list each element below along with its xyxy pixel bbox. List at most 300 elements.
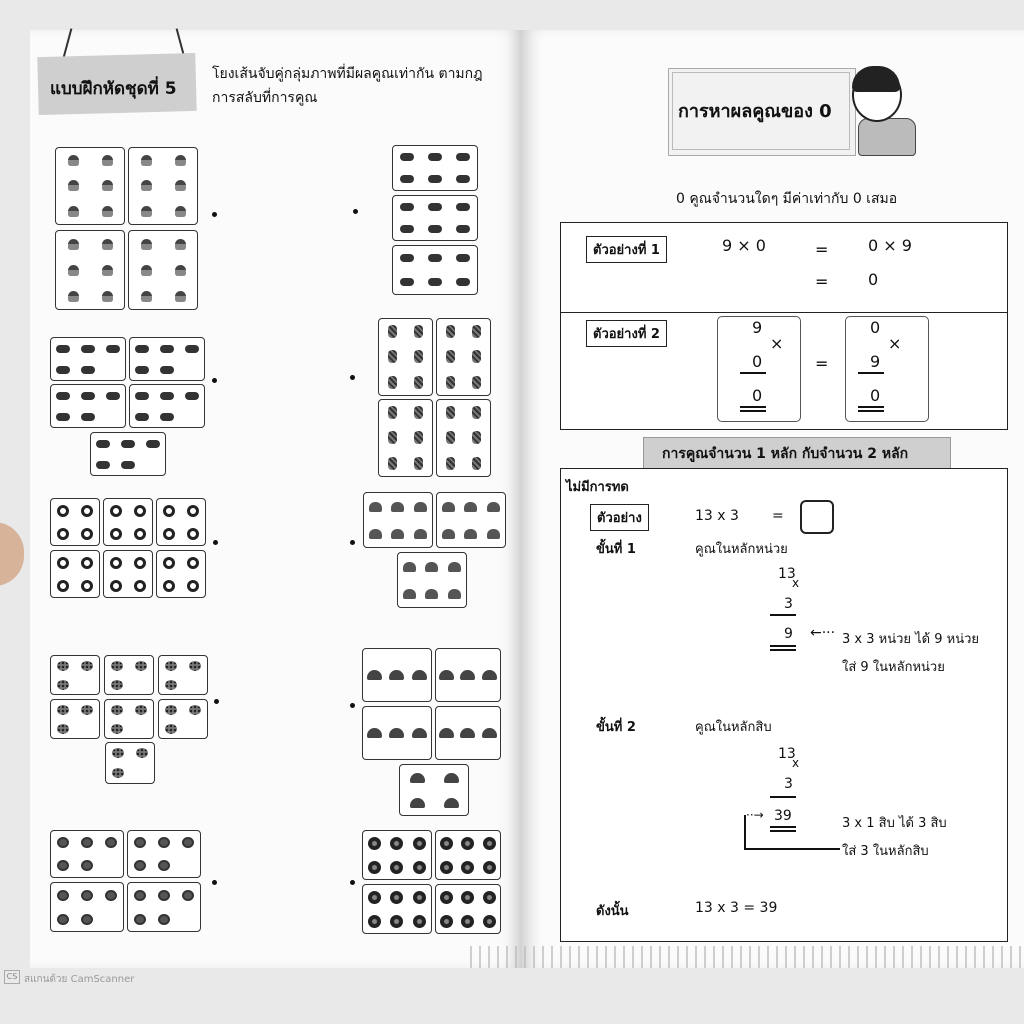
candy-icon (400, 203, 414, 211)
pretzel-icon (81, 837, 93, 848)
step2-bracket-bottom (744, 848, 840, 850)
pineapple-icon (388, 325, 397, 338)
cookie-icon (165, 680, 177, 690)
croissant-icon (482, 728, 497, 738)
ex2-right-underline (858, 372, 884, 374)
flower-icon (368, 837, 381, 850)
flower-icon (390, 837, 403, 850)
candy-icon (400, 278, 414, 286)
candy-icon (135, 366, 149, 374)
flower-icon (390, 915, 403, 928)
example1-result: 0 (868, 270, 879, 289)
candy-icon (160, 392, 174, 400)
child-illustration-body (858, 118, 916, 156)
flower-icon (440, 891, 453, 904)
bun-icon (448, 589, 461, 599)
cupcake-icon (141, 206, 152, 217)
match-dot[interactable] (350, 880, 355, 885)
pretzel-icon (134, 914, 146, 925)
pretzel-icon (158, 837, 170, 848)
match-dot[interactable] (214, 699, 219, 704)
candy-icon (185, 345, 199, 353)
cookie-icon (57, 724, 69, 734)
pineapple-icon (388, 457, 397, 470)
example1-equals-2: = (815, 272, 829, 291)
step2-dbl-2 (770, 830, 796, 832)
candy-icon (56, 366, 70, 374)
pineapple-icon (446, 350, 455, 363)
ex2-left-dbl-2 (740, 410, 766, 412)
croissant-icon (412, 670, 427, 680)
candy-icon (400, 153, 414, 161)
ex2-right-res: 0 (870, 386, 881, 405)
flower-icon (413, 861, 426, 874)
step1-note1: 3 x 3 หน่วย ได้ 9 หน่วย (842, 632, 980, 647)
donut-card (103, 550, 153, 598)
ex2-left-top: 9 (752, 318, 763, 337)
croissant-icon (460, 670, 475, 680)
ex2-right-op: × (888, 334, 902, 353)
conclusion: 13 x 3 = 39 (695, 900, 778, 916)
flower-icon (483, 861, 496, 874)
croissant-icon (444, 798, 459, 808)
scanner-watermark: สแกนด้วย CamScanner (24, 974, 135, 985)
scanner-badge: CS (4, 970, 20, 984)
ex2-left-op: × (770, 334, 784, 353)
pretzel-icon (57, 890, 69, 901)
cupcake-icon (141, 291, 152, 302)
bun-icon (487, 529, 500, 539)
pineapple-icon (472, 376, 481, 389)
candy-icon (121, 461, 135, 469)
problem-equals: = (772, 508, 784, 524)
cookie-icon (57, 661, 69, 671)
example2-equals: = (815, 354, 829, 373)
cupcake-icon (141, 239, 152, 250)
croissant-icon (482, 670, 497, 680)
cupcake-icon (175, 265, 186, 276)
example-label: ตัวอย่าง (590, 504, 649, 531)
croissant-icon (460, 728, 475, 738)
candy-icon (400, 254, 414, 262)
bun-icon (442, 529, 455, 539)
candy-icon (456, 203, 470, 211)
donut-icon (134, 505, 146, 517)
pretzel-icon (57, 837, 69, 848)
cupcake-card (128, 147, 198, 225)
step2-desc: คูณในหลักสิบ (695, 720, 772, 735)
flower-icon (413, 915, 426, 928)
candy-icon (135, 392, 149, 400)
step2-underline (770, 796, 796, 798)
pretzel-icon (105, 837, 117, 848)
flower-icon (390, 861, 403, 874)
pretzel-card (127, 830, 201, 878)
cookie-icon (81, 661, 93, 671)
croissant-icon (367, 728, 382, 738)
candy-icon (56, 392, 70, 400)
cupcake-icon (68, 291, 79, 302)
cookie-icon (111, 724, 123, 734)
pretzel-icon (134, 860, 146, 871)
donut-icon (134, 580, 146, 592)
croissant-card (435, 648, 501, 702)
flower-icon (461, 861, 474, 874)
instruction-line-1: โยงเส้นจับคู่กลุ่มภาพที่มีผลคูณเท่ากัน ตามกฎ (212, 66, 483, 82)
flower-icon (461, 891, 474, 904)
pineapple-icon (414, 406, 423, 419)
pineapple-icon (414, 376, 423, 389)
cookie-icon (135, 705, 147, 715)
bun-icon (391, 529, 404, 539)
cookie-card (158, 655, 208, 695)
donut-icon (57, 557, 69, 569)
cookie-icon (189, 705, 201, 715)
candy-icon (96, 461, 110, 469)
flower-icon (483, 837, 496, 850)
bun-icon (414, 502, 427, 512)
candy-icon (428, 278, 442, 286)
donut-icon (134, 528, 146, 540)
candy-icon (400, 175, 414, 183)
candy-icon (428, 254, 442, 262)
candy-icon (160, 413, 174, 421)
cookie-icon (111, 705, 123, 715)
cookie-icon (189, 661, 201, 671)
cookie-icon (112, 768, 124, 778)
croissant-icon (412, 728, 427, 738)
match-dot[interactable] (212, 212, 217, 217)
pineapple-icon (414, 350, 423, 363)
candy-card (129, 337, 205, 381)
cupcake-icon (68, 180, 79, 191)
flower-icon (440, 861, 453, 874)
pretzel-icon (134, 890, 146, 901)
flower-card (362, 830, 432, 880)
match-dot[interactable] (212, 880, 217, 885)
step1-top: 13 (778, 566, 796, 582)
page-title: การหาผลคูณของ 0 (678, 101, 832, 122)
donut-icon (187, 580, 199, 592)
bun-icon (425, 562, 438, 572)
croissant-card (399, 764, 469, 816)
pretzel-card (127, 882, 201, 932)
bun-icon (414, 529, 427, 539)
flower-card (362, 884, 432, 934)
ex2-left-dbl-1 (740, 406, 766, 408)
pineapple-icon (414, 457, 423, 470)
step2-dbl-1 (770, 826, 796, 828)
cookie-icon (57, 680, 69, 690)
flower-icon (413, 837, 426, 850)
step2-arrow-icon: ··→ (746, 808, 764, 822)
croissant-card (362, 706, 432, 760)
candy-icon (96, 440, 110, 448)
candy-icon (400, 225, 414, 233)
flower-card (435, 884, 501, 934)
instruction-line-2: การสลับที่การคูณ (212, 90, 318, 106)
cupcake-icon (68, 239, 79, 250)
donut-icon (163, 528, 175, 540)
pineapple-card (436, 318, 491, 396)
cookie-icon (165, 661, 177, 671)
cupcake-icon (141, 180, 152, 191)
cookie-card (158, 699, 208, 739)
match-dot[interactable] (350, 540, 355, 545)
cupcake-icon (102, 180, 113, 191)
ex2-left-mid: 0 (752, 352, 763, 371)
pretzel-icon (158, 914, 170, 925)
pineapple-icon (446, 406, 455, 419)
donut-card (103, 498, 153, 546)
croissant-icon (410, 773, 425, 783)
pretzel-icon (81, 890, 93, 901)
match-dot[interactable] (212, 378, 217, 383)
donut-icon (81, 528, 93, 540)
pretzel-icon (105, 890, 117, 901)
pineapple-icon (446, 457, 455, 470)
donut-card (156, 550, 206, 598)
flower-icon (390, 891, 403, 904)
cookie-icon (136, 748, 148, 758)
flower-icon (413, 891, 426, 904)
step2-label: ขั้นที่ 2 (596, 720, 636, 735)
cupcake-icon (102, 265, 113, 276)
pineapple-icon (472, 431, 481, 444)
cookie-icon (81, 705, 93, 715)
bun-icon (391, 502, 404, 512)
donut-icon (57, 580, 69, 592)
candy-icon (135, 345, 149, 353)
candy-icon (160, 345, 174, 353)
pineapple-icon (472, 325, 481, 338)
ex2-left-res: 0 (752, 386, 763, 405)
pineapple-icon (472, 350, 481, 363)
example1-label: ตัวอย่างที่ 1 (586, 236, 667, 263)
donut-icon (81, 557, 93, 569)
step1-mid: 3 (784, 596, 793, 612)
pineapple-icon (446, 431, 455, 444)
cupcake-icon (102, 155, 113, 166)
pretzel-icon (81, 914, 93, 925)
match-dot[interactable] (350, 703, 355, 708)
candy-card (50, 337, 126, 381)
croissant-icon (410, 798, 425, 808)
step1-note2: ใส่ 9 ในหลักหน่วย (842, 660, 945, 675)
step1-underline (770, 614, 796, 616)
croissant-card (435, 706, 501, 760)
match-dot[interactable] (350, 375, 355, 380)
candy-icon (428, 175, 442, 183)
step2-top: 13 (778, 746, 796, 762)
pineapple-icon (388, 431, 397, 444)
donut-icon (110, 580, 122, 592)
pretzel-card (50, 830, 124, 878)
pretzel-icon (134, 837, 146, 848)
croissant-icon (367, 670, 382, 680)
step2-mid: 3 (784, 776, 793, 792)
flower-card (435, 830, 501, 880)
candy-card (50, 384, 126, 428)
bun-icon (369, 529, 382, 539)
donut-icon (187, 557, 199, 569)
donut-icon (81, 505, 93, 517)
cupcake-icon (102, 239, 113, 250)
candy-icon (81, 345, 95, 353)
donut-icon (187, 528, 199, 540)
donut-icon (134, 557, 146, 569)
candy-icon (428, 153, 442, 161)
bun-icon (448, 562, 461, 572)
donut-icon (163, 505, 175, 517)
no-carry-label: ไม่มีการทด (566, 480, 629, 495)
thumb (0, 522, 24, 586)
pretzel-icon (57, 914, 69, 925)
pretzel-icon (57, 860, 69, 871)
pretzel-icon (182, 837, 194, 848)
candy-icon (160, 366, 174, 374)
candy-icon (81, 392, 95, 400)
pretzel-icon (81, 860, 93, 871)
flower-icon (461, 837, 474, 850)
pretzel-icon (158, 860, 170, 871)
step1-arrow-icon: ←··· (810, 625, 836, 641)
cupcake-card (55, 230, 125, 310)
candy-icon (456, 225, 470, 233)
bun-icon (425, 589, 438, 599)
bun-icon (464, 529, 477, 539)
donut-icon (57, 505, 69, 517)
cookie-card (50, 655, 100, 695)
candy-icon (135, 413, 149, 421)
step1-dbl-1 (770, 645, 796, 647)
cupcake-icon (175, 239, 186, 250)
answer-box[interactable] (800, 500, 834, 534)
flower-icon (483, 915, 496, 928)
pineapple-icon (414, 325, 423, 338)
candy-icon (456, 175, 470, 183)
candy-icon (146, 440, 160, 448)
candy-icon (428, 225, 442, 233)
step1-dbl-2 (770, 649, 796, 651)
step1-desc: คูณในหลักหน่วย (695, 542, 788, 557)
donut-icon (187, 505, 199, 517)
cookie-card (104, 655, 154, 695)
cookie-icon (111, 680, 123, 690)
step2-note1: 3 x 1 สิบ ได้ 3 สิบ (842, 816, 947, 831)
flower-icon (461, 915, 474, 928)
donut-card (156, 498, 206, 546)
pretzel-icon (182, 890, 194, 901)
candy-icon (56, 413, 70, 421)
cookie-card (50, 699, 100, 739)
croissant-icon (439, 728, 454, 738)
cookie-icon (111, 661, 123, 671)
cupcake-icon (141, 265, 152, 276)
match-dot[interactable] (213, 540, 218, 545)
pineapple-icon (472, 457, 481, 470)
pineapple-icon (388, 376, 397, 389)
example1-equals: = (815, 240, 829, 259)
croissant-icon (439, 670, 454, 680)
pineapple-icon (388, 406, 397, 419)
cupcake-icon (102, 206, 113, 217)
conclusion-label: ดังนั้น (596, 904, 629, 919)
pineapple-card (378, 399, 433, 477)
pretzel-card (50, 882, 124, 932)
donut-icon (110, 557, 122, 569)
step1-label: ขั้นที่ 1 (596, 542, 636, 557)
pineapple-icon (472, 406, 481, 419)
donut-icon (163, 557, 175, 569)
ex2-right-dbl-1 (858, 406, 884, 408)
croissant-icon (389, 670, 404, 680)
candy-icon (106, 392, 120, 400)
candy-icon (185, 392, 199, 400)
bun-card (436, 492, 506, 548)
bun-icon (487, 502, 500, 512)
donut-icon (110, 505, 122, 517)
pineapple-card (436, 399, 491, 477)
candy-card (392, 245, 478, 295)
ex2-right-mid: 9 (870, 352, 881, 371)
step2-op: x (792, 756, 800, 770)
match-dot[interactable] (353, 209, 358, 214)
bun-card (397, 552, 467, 608)
zero-rule: 0 คูณจำนวนใดๆ มีค่าเท่ากับ 0 เสมอ (676, 191, 898, 207)
pineapple-card (378, 318, 433, 396)
candy-icon (456, 278, 470, 286)
cupcake-icon (175, 180, 186, 191)
cookie-card (105, 742, 155, 784)
cupcake-icon (68, 155, 79, 166)
flower-icon (368, 891, 381, 904)
pineapple-icon (388, 350, 397, 363)
croissant-icon (389, 728, 404, 738)
bun-icon (464, 502, 477, 512)
candy-icon (106, 345, 120, 353)
pretzel-icon (158, 890, 170, 901)
cupcake-icon (141, 155, 152, 166)
flower-icon (368, 915, 381, 928)
croissant-card (362, 648, 432, 702)
cookie-icon (57, 705, 69, 715)
donut-card (50, 498, 100, 546)
example1-lhs: 9 × 0 (722, 236, 766, 255)
flower-icon (440, 837, 453, 850)
problem: 13 x 3 (695, 508, 739, 524)
candy-icon (81, 413, 95, 421)
ex2-left-underline (740, 372, 766, 374)
cookie-icon (135, 661, 147, 671)
candy-card (392, 145, 478, 191)
cupcake-icon (68, 206, 79, 217)
candy-card (90, 432, 166, 476)
cupcake-card (55, 147, 125, 225)
exercise-heading: แบบฝึกหัดชุดที่ 5 (50, 79, 177, 99)
cookie-icon (165, 724, 177, 734)
donut-card (50, 550, 100, 598)
candy-icon (456, 254, 470, 262)
bun-icon (403, 589, 416, 599)
cookie-card (104, 699, 154, 739)
flower-icon (368, 861, 381, 874)
cupcake-icon (102, 291, 113, 302)
bun-icon (403, 562, 416, 572)
cookie-icon (112, 748, 124, 758)
cupcake-icon (175, 291, 186, 302)
donut-icon (57, 528, 69, 540)
